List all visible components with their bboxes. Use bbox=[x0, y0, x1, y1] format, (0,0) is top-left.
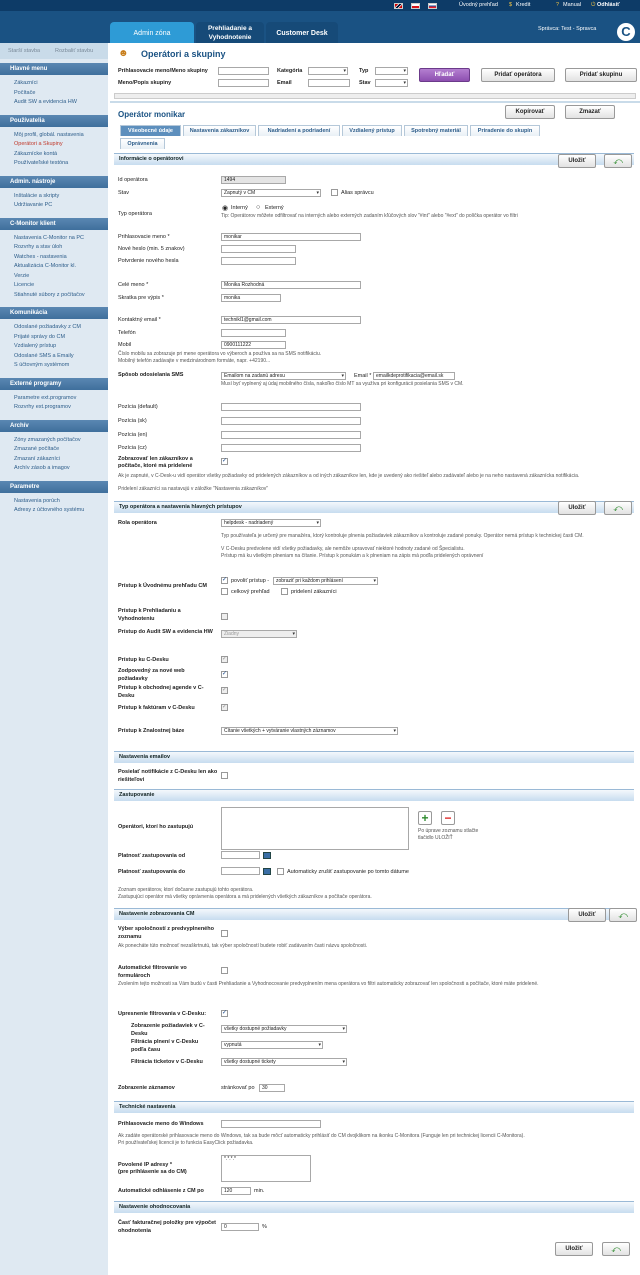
confirm-input[interactable] bbox=[221, 257, 296, 265]
sidebar-spacer bbox=[0, 211, 108, 214]
sidebar-item[interactable]: Rozvrhy a stav úloh bbox=[14, 244, 63, 250]
login-input[interactable]: monikar bbox=[221, 233, 361, 241]
sidebar-item[interactable]: Vzdialený prístup bbox=[14, 343, 57, 349]
total-checkbox[interactable] bbox=[221, 588, 228, 595]
tab-customer-desk[interactable]: Customer Desk bbox=[266, 22, 338, 43]
type-internal-radio[interactable]: ◉ bbox=[222, 205, 229, 212]
invoice-label: Prístup k faktúram v C-Desku bbox=[118, 705, 195, 711]
save-button-1[interactable]: Uložiť bbox=[558, 154, 596, 168]
sms-email-label: Email * bbox=[354, 373, 372, 379]
sidebar-item[interactable]: Aktualizácia C-Monitor kl. bbox=[14, 263, 77, 269]
sidebar-toolbar bbox=[0, 43, 108, 59]
search-login-label: Prihlasovacie meno/Meno skupiny bbox=[118, 68, 208, 74]
search-state-select[interactable] bbox=[375, 79, 408, 87]
kb-select[interactable]: Čítanie všetkých + vytváranie vlastných záznamov ▾ bbox=[221, 727, 398, 735]
search-name-input[interactable] bbox=[218, 79, 269, 87]
sidebar-item[interactable]: Parametre ext.programov bbox=[14, 394, 77, 401]
agenda-label: Prístup k obchodnej agende v C-Desku bbox=[118, 685, 204, 699]
agenda-checkbox[interactable]: ✓ bbox=[222, 687, 228, 693]
page-title: Operátori a skupiny bbox=[141, 49, 226, 59]
short-input[interactable]: monika bbox=[221, 294, 281, 302]
sidebar-spacer bbox=[0, 413, 108, 416]
newpass-label: Nové heslo (min. 5 znakov) bbox=[118, 246, 185, 252]
search-email-input[interactable] bbox=[308, 79, 350, 87]
sidebar-section-header[interactable]: Admin. nástroje bbox=[0, 176, 108, 188]
pos-sk-input[interactable] bbox=[221, 417, 361, 425]
from-label: Platnosť zastupovania od bbox=[118, 853, 186, 859]
add-operator-button[interactable]: Pridať operátora bbox=[481, 68, 555, 82]
part-unit: % bbox=[262, 1224, 267, 1230]
notify-checkbox[interactable] bbox=[221, 772, 228, 779]
browse-checkbox[interactable] bbox=[221, 613, 228, 620]
sidebar-section-header[interactable]: Archív bbox=[0, 420, 108, 432]
notify-label: Posielať notifikácie z C-Desku len ako riešiteľovi bbox=[118, 769, 218, 783]
sms-email-input[interactable]: emailkdeprotifikacia@email.sk bbox=[373, 372, 455, 380]
sidebar-spacer bbox=[0, 108, 108, 111]
tab-groups[interactable]: Priradenie do skupín bbox=[470, 125, 540, 136]
type-external-label: Externý bbox=[265, 205, 284, 211]
alias-checkbox[interactable] bbox=[331, 189, 338, 196]
undo-arrow-icon[interactable]: ⤺ bbox=[602, 1242, 630, 1256]
save-button-4[interactable]: Uložiť bbox=[555, 1242, 593, 1256]
id-field: 1494 bbox=[221, 176, 286, 184]
tab-consumables[interactable]: Spotrebný materiál bbox=[404, 125, 468, 136]
header bbox=[0, 11, 640, 43]
tab-customers[interactable]: Nastavenia zákazníkov bbox=[183, 125, 256, 136]
section-eval-header: Nastavenie ohodnocovania bbox=[114, 1201, 634, 1213]
allow-select[interactable]: zobraziť pri každom prihlásení ▾ bbox=[273, 577, 378, 585]
manual-link[interactable]: Manual bbox=[563, 2, 582, 8]
power-icon: ⏻ bbox=[591, 2, 596, 8]
save-button-3[interactable]: Uložiť bbox=[568, 908, 606, 922]
autofilter-note: Zvolením tejto možnosti sa Vám budú v časti Prehliadanie a Vyhodnocovanie predvyplnením mena operátora vo filtri automaticky zobrazovať len spoločnosti a počítače, ktoré máte pridelené. bbox=[118, 981, 539, 987]
people-icon: ☻ bbox=[118, 48, 129, 59]
sidebar-item[interactable]: Zákazníci bbox=[14, 80, 38, 86]
state-select[interactable]: Zapnutý v CM ▾ bbox=[221, 189, 321, 197]
add-group-button[interactable]: Pridať skupinu bbox=[565, 68, 637, 82]
sidebar-item[interactable]: Nastavenia porúch bbox=[14, 497, 60, 504]
auto-cancel-checkbox[interactable] bbox=[277, 868, 284, 875]
flag-uk-icon[interactable] bbox=[394, 3, 403, 9]
allow-checkbox[interactable]: ✓ bbox=[222, 577, 228, 583]
mobile-note-1: Číslo mobilu sa zobrazuje pri mene operátora vo výberoch a používa sa na SMS notifikáciu. bbox=[118, 351, 322, 357]
flag-cz-icon[interactable] bbox=[411, 3, 420, 9]
sidebar-section-header[interactable]: Externé programy bbox=[0, 378, 108, 390]
show-only-label: Zobrazovať len zákazníkov a počítače, ktoré má pridelené bbox=[118, 456, 193, 469]
sidebar-item[interactable]: Licencie bbox=[14, 282, 35, 288]
req-select[interactable]: všetky dostupné požiadavky ▾ bbox=[221, 1025, 347, 1033]
search-email-label: Email bbox=[277, 80, 292, 86]
role-note-3: Prístup má ku všetkým plneniam na čítanie. Prístup k ponukám a k plneniam na zápis má podľa pridelených oprávnení bbox=[221, 553, 484, 559]
sidebar-item[interactable]: Archív zásob a imagov bbox=[14, 465, 70, 471]
overview-link[interactable]: Úvodný prehľad bbox=[459, 2, 498, 8]
fullname-input[interactable]: Monika Rozhodná bbox=[221, 281, 361, 289]
fill-label: Filtrácia plnení v C-Desku podľa času bbox=[131, 1039, 199, 1053]
sidebar-item[interactable]: Nastavenia C-Monitor na PC bbox=[14, 234, 85, 241]
substitute-operators-label: Operátori, ktorí ho zastupujú bbox=[118, 824, 194, 830]
pos-sk-label: Pozícia (sk) bbox=[118, 418, 147, 424]
substitute-hint: Po úprave zoznamu stlačte tlačidlo ULOŽIŤ bbox=[418, 828, 479, 841]
sidebar-item[interactable]: Watches - nastavenia bbox=[14, 253, 67, 260]
sidebar-item[interactable]: Zóny zmazaných počítačov bbox=[14, 436, 81, 443]
sidebar-menu bbox=[0, 63, 108, 519]
audit-select[interactable]: Žiadny ▾ bbox=[221, 630, 297, 638]
win-input[interactable] bbox=[221, 1120, 321, 1128]
undo-arrow-icon[interactable]: ⤺ bbox=[604, 154, 632, 168]
tab-browse[interactable]: Prehliadanie a Vyhodnotenie bbox=[196, 22, 264, 43]
substitute-note-1: Zoznam operátorov, ktorí dočasne zastupujú tohto operátora. bbox=[118, 887, 254, 893]
type-tip: Tip: Operátorov môžete odfiltrovať na interných alebo externých zadaním kľúčových slov "#int" alebo "#ext" do políčka operátor vo filtri bbox=[221, 213, 518, 219]
show-only-checkbox[interactable]: ✓ bbox=[222, 458, 228, 464]
audit-label: Prístup do Audit SW a evidencia HW bbox=[118, 629, 213, 635]
invoice-checkbox[interactable]: ✓ bbox=[222, 704, 228, 710]
phone-label: Telefón bbox=[118, 330, 136, 336]
part-input[interactable]: 0 bbox=[221, 1223, 259, 1231]
refine-label: Upresnenie filtrovania v C-Desku: bbox=[118, 1011, 207, 1017]
sidebar-section-header[interactable]: Komunikácia bbox=[0, 307, 108, 319]
calendar-icon[interactable] bbox=[263, 852, 271, 859]
part-label: Časť fakturačnej položky pre výpočet ohodnotenia bbox=[118, 1220, 217, 1234]
section-access-header: Typ operátora a nastavenia hlavných prístupov bbox=[114, 501, 634, 513]
role-select[interactable]: helpdesk - nadriadený ▾ bbox=[221, 519, 321, 527]
pos-cz-input[interactable] bbox=[221, 444, 361, 452]
fill-select[interactable]: vypnutá ▾ bbox=[221, 1041, 323, 1049]
auto-cancel-label: Automaticky zrušiť zastupovanie po tomto dátume bbox=[287, 869, 409, 875]
fullname-label: Celé meno * bbox=[118, 282, 149, 288]
sidebar-item[interactable]: Stiahnuté súbory z počítačov bbox=[14, 291, 85, 298]
main-content bbox=[110, 43, 640, 1275]
email-label: Kontaktný email * bbox=[118, 317, 161, 323]
ip-label-1: Povolené IP adresy * bbox=[118, 1162, 173, 1168]
user-name: Správca: Test - Spravca bbox=[538, 26, 597, 32]
operator-title: Operátor monikar bbox=[118, 110, 186, 119]
top-bar bbox=[0, 0, 640, 11]
to-input[interactable] bbox=[221, 867, 260, 875]
sidebar-item[interactable]: Počítače bbox=[14, 89, 36, 96]
sidebar-top-collapse[interactable]: Starší stavba bbox=[8, 48, 41, 54]
req-label: Zobrazenie požiadaviek v C-Desku bbox=[131, 1023, 205, 1037]
role-note-1: Typ používateľa je určený pre manažéra, ktorý kontroluje plnenia požiadaviek zákazníkov a kontroluje zadané ponuky. Operátor nemá prístup k technickej časti CM. bbox=[221, 533, 584, 539]
sidebar-item[interactable]: Zákaznícke kontá bbox=[14, 150, 58, 157]
browse-label: Prístup k Prehliadaniu a Vyhodnoteniu bbox=[118, 608, 181, 622]
sidebar-item[interactable]: Audit SW a evidencia HW bbox=[14, 99, 77, 105]
type-external-radio[interactable]: ○ bbox=[256, 204, 261, 211]
sms-label: Spôsob odosielania SMS bbox=[118, 372, 184, 378]
win-note-1: Ak zadáte operátorské prihlasovacie meno do Windows, tak sa bude môcť automaticky prihlásiť do CM dvojklikom na ikonku C-Monitora (Funguje len pri technickej licencii C-Monitora). bbox=[118, 1133, 525, 1139]
tab-admin-zone[interactable]: Admin zóna bbox=[110, 22, 194, 43]
company-checkbox[interactable] bbox=[221, 930, 228, 937]
logout-unit: min. bbox=[254, 1188, 265, 1194]
alias-label: Alias správcu bbox=[341, 190, 374, 196]
find-button[interactable]: Hľadať bbox=[419, 68, 470, 82]
mobile-note-2: Mobilný telefón zadávajte v medzinárodnom formáte, napr. +42190... bbox=[118, 358, 271, 364]
section-display-header: Nastavenie zobrazovania CM bbox=[114, 908, 634, 920]
from-input[interactable] bbox=[221, 851, 260, 859]
company-label: Výber spoločností z predvyplneného zoznamu bbox=[118, 926, 214, 940]
company-note: Ak ponecháte túto možnosť nezaškrtnutú, tak výber spoločností budete robiť zadávaním časti názvu spoločnosti. bbox=[118, 943, 368, 949]
search-category-label: Kategória bbox=[277, 68, 303, 74]
short-label: Skratka pre výpis * bbox=[118, 295, 164, 301]
delete-button[interactable]: Zmazať bbox=[565, 105, 615, 119]
allow-label: povoliť prístup - bbox=[231, 578, 270, 584]
calendar-icon[interactable] bbox=[263, 868, 271, 875]
search-type-select[interactable] bbox=[375, 67, 408, 75]
assigned-label: pridelení zákazníci bbox=[291, 589, 337, 595]
tab-permissions[interactable]: Oprávnenia bbox=[120, 138, 165, 149]
confirm-label: Potvrdenie nového hesla bbox=[118, 258, 179, 264]
mobile-label: Mobil bbox=[118, 342, 132, 348]
sidebar-item[interactable]: Odoslané požiadavky z CM bbox=[14, 324, 81, 330]
sidebar-section-header[interactable]: Parametre bbox=[0, 481, 108, 493]
records-label: Zobrazenie záznamov bbox=[118, 1085, 175, 1091]
section-tech-header: Technické nastavenia bbox=[114, 1101, 634, 1113]
sms-select[interactable]: Emailom na zadanú adresu ▾ bbox=[221, 372, 346, 380]
sidebar-item[interactable]: Zmazaní zákazníci bbox=[14, 455, 60, 462]
sidebar-item[interactable]: Rozvrhy ext.programov bbox=[14, 404, 71, 410]
resp-checkbox[interactable]: ✓ bbox=[222, 671, 228, 677]
search-type-label: Typ bbox=[359, 68, 369, 74]
resp-label: Zodpovedný za nové web požiadavky bbox=[118, 668, 185, 682]
sidebar-item[interactable]: Verzie bbox=[14, 272, 30, 279]
autofilter-label: Automatické filtrovanie vo formulároch bbox=[118, 965, 187, 979]
tab-remote-access[interactable]: Vzdialený prístup bbox=[342, 125, 402, 136]
sidebar-item[interactable]: Používateľské testóna bbox=[14, 160, 69, 166]
ip-textarea[interactable]: *.*.*.* bbox=[221, 1155, 311, 1182]
copy-button[interactable]: Kopírovať bbox=[505, 105, 555, 119]
logo bbox=[617, 23, 635, 41]
win-label: Prihlasovacie meno do Windows bbox=[118, 1121, 204, 1127]
section-info-header: Informácie o operátorovi bbox=[114, 153, 634, 165]
kb-label: Prístup k Znalostnej báze bbox=[118, 728, 185, 734]
flag-sk-icon[interactable] bbox=[428, 3, 437, 9]
assigned-checkbox[interactable] bbox=[281, 588, 288, 595]
email-input[interactable]: technikl1@gmail.com bbox=[221, 316, 361, 324]
sidebar-section-header[interactable]: Používatelia bbox=[0, 115, 108, 127]
credit-link[interactable]: Kredit bbox=[516, 2, 531, 8]
refine-checkbox[interactable]: ✓ bbox=[222, 1010, 228, 1016]
pos-default-input[interactable] bbox=[221, 403, 361, 411]
sidebar-section-header[interactable]: C-Monitor klient bbox=[0, 218, 108, 230]
horizontal-scrollbar[interactable] bbox=[114, 93, 636, 99]
sidebar-item[interactable]: Udržiavanie PC bbox=[14, 202, 53, 208]
id-label: Id operátora bbox=[118, 177, 148, 183]
pos-en-input[interactable] bbox=[221, 431, 361, 439]
tickets-select[interactable]: všetky dostupné tickety ▾ bbox=[221, 1058, 347, 1066]
paging-input[interactable]: 30 bbox=[259, 1084, 285, 1092]
pos-en-label: Pozícia (en) bbox=[118, 432, 148, 438]
sidebar bbox=[0, 43, 108, 1275]
mobile-input[interactable]: 0900111222 bbox=[221, 341, 286, 349]
logout-input[interactable]: 120 bbox=[221, 1187, 251, 1195]
sms-note: Musí byť vyplnený aj údaj mobilného čísla, nakoľko číslo MT sa využíva pri konfigurácii posielania SMS v CM. bbox=[221, 381, 464, 387]
remove-icon[interactable]: − bbox=[441, 811, 455, 825]
substitute-note-2: Zastupujúci operátor má všetky oprávnenia operátora a má pridelených všetkých zákazníkov a počítače operátora. bbox=[118, 894, 372, 900]
search-category-select[interactable] bbox=[308, 67, 348, 75]
cdesk-label: Prístup ku C-Desku bbox=[118, 657, 169, 663]
show-only-note-2: Pridelení zákazníci sa nastavujú v záložke "Nastavenia zákazníkov" bbox=[118, 486, 269, 492]
pos-default-label: Pozícia (default) bbox=[118, 404, 158, 410]
help-icon: ? bbox=[556, 2, 560, 8]
cdesk-checkbox[interactable]: ✓ bbox=[222, 656, 228, 662]
section-substitute-header: Zastupovanie bbox=[114, 789, 634, 801]
add-icon[interactable]: + bbox=[418, 811, 432, 825]
sidebar-section-header[interactable]: Hlavné menu bbox=[0, 63, 108, 75]
sidebar-spacer bbox=[0, 169, 108, 172]
overview-label: Prístup k Úvodnému prehľadu CM bbox=[118, 583, 207, 589]
divider bbox=[110, 101, 640, 103]
paging-label: stránkovať po bbox=[221, 1085, 255, 1091]
total-label: celkový prehľad bbox=[231, 589, 270, 595]
undo-arrow-icon[interactable]: ⤺ bbox=[609, 908, 637, 922]
pos-cz-label: Pozícia (cz) bbox=[118, 445, 147, 451]
sidebar-spacer bbox=[0, 516, 108, 519]
sidebar-item[interactable]: Operátori a Skupiny bbox=[14, 141, 63, 147]
state-label: Stav bbox=[118, 190, 130, 196]
undo-arrow-icon[interactable]: ⤺ bbox=[604, 501, 632, 515]
sidebar-item[interactable]: Prijaté správy do CM bbox=[14, 333, 66, 340]
sidebar-item[interactable]: Zmazané počítače bbox=[14, 446, 60, 452]
autofilter-checkbox[interactable] bbox=[221, 967, 228, 974]
sidebar-item[interactable]: Adresy z účtovného systému bbox=[14, 507, 85, 513]
show-only-note-1: Ak je zapnuté, v C-Desk-u vidí operátor všetky požiadavky od pridelených zákazníkov a od iných zákazníkov len, kde je uvedený ako riešiteľ alebo zadávateľ alebo je na neho nastavená zákaznícka notifikácia. bbox=[118, 473, 580, 479]
type-internal-label: Interný bbox=[231, 205, 248, 211]
to-label: Platnosť zastupovania do bbox=[118, 869, 186, 875]
ip-label-2: (pre prihlásenie sa do CM) bbox=[118, 1169, 187, 1175]
win-note-2: Pri používateľskej licencii je to funkcia EasyClick požiadavka. bbox=[118, 1140, 254, 1146]
logo-letter: C bbox=[621, 24, 631, 39]
credit-icon: $ bbox=[509, 2, 513, 8]
search-login-input[interactable] bbox=[218, 67, 269, 75]
sidebar-spacer bbox=[0, 300, 108, 303]
logout-link[interactable]: Odhlásiť bbox=[597, 2, 620, 8]
role-note-2: V C-Desku predvolene vidí všetky požiadavky, ale nemôže upravovať niektoré hodnoty zadané od Špecialistu. bbox=[221, 546, 465, 552]
search-state-label: Stav bbox=[359, 80, 371, 86]
save-button-2[interactable]: Uložiť bbox=[558, 501, 596, 515]
sidebar-item[interactable]: Odoslané SMS a Emaily bbox=[14, 352, 74, 359]
tab-general[interactable]: Všeobecné údaje bbox=[120, 125, 181, 136]
sidebar-item[interactable]: Inštalácie a skripty bbox=[14, 192, 60, 199]
sidebar-spacer bbox=[0, 371, 108, 374]
phone-input[interactable] bbox=[221, 329, 286, 337]
sidebar-top-expand[interactable]: Rozbaliť stavbu bbox=[55, 48, 94, 54]
tickets-label: Filtrácia ticketov v C-Desku bbox=[131, 1059, 203, 1065]
newpass-input[interactable] bbox=[221, 245, 296, 253]
tab-superiors[interactable]: Nadriadení a podriadení bbox=[258, 125, 340, 136]
sidebar-spacer bbox=[0, 474, 108, 477]
type-label: Typ operátora bbox=[118, 211, 152, 217]
search-name-label: Meno/Popis skupiny bbox=[118, 80, 172, 86]
role-label: Rola operátora bbox=[118, 520, 157, 526]
sidebar-item[interactable]: S účtovným systémom bbox=[14, 362, 70, 368]
sidebar-item[interactable]: Môj profil, globál. nastavenia bbox=[14, 131, 84, 138]
substitute-list[interactable] bbox=[221, 807, 409, 850]
logout-label: Automatické odhlásenie z CM po bbox=[118, 1188, 204, 1194]
section-emails-header: Nastavenia emailov bbox=[114, 751, 634, 763]
login-label: Prihlasovacie meno * bbox=[118, 234, 170, 240]
